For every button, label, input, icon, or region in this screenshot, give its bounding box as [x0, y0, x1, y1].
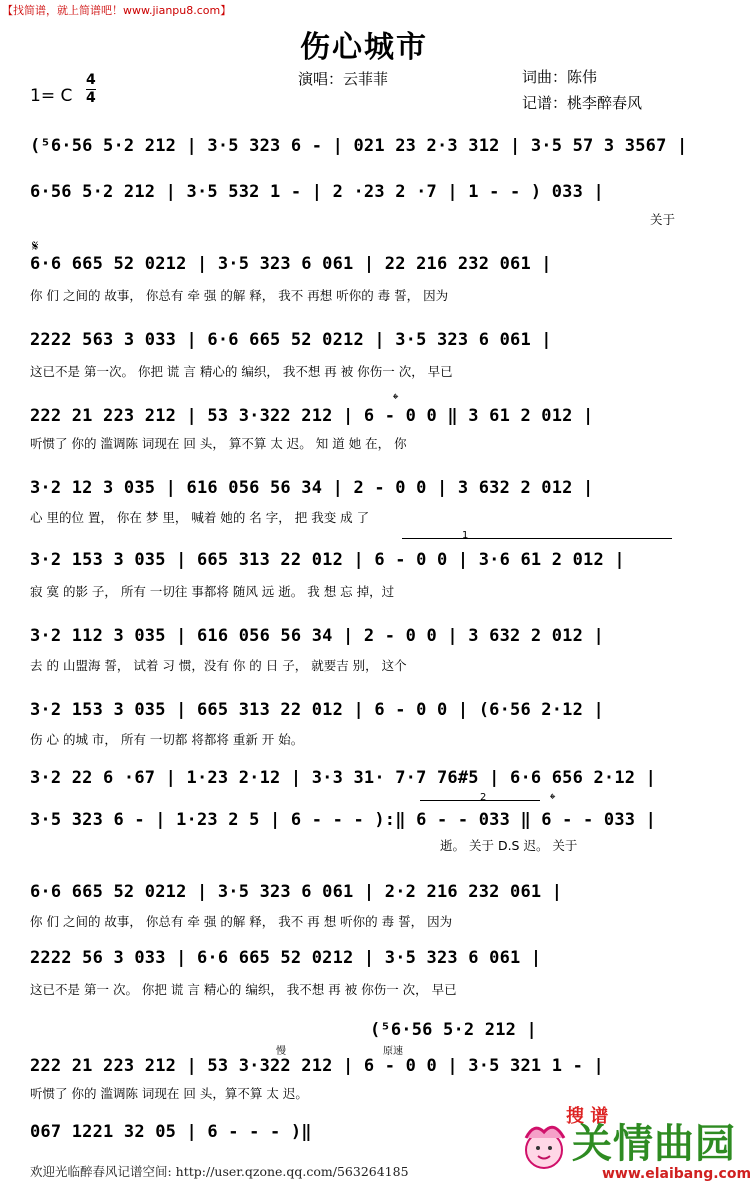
score-row-3: 6·6 665 52 0212 | 3·5 323 6 061 | 22 216 232 061 |: [30, 254, 552, 274]
lyric-row-11: 逝。 关于 D.S 迟。 关于: [440, 838, 578, 853]
logo-top-text: 搜 谱: [566, 1106, 609, 1127]
score-row-2: 6·56 5·2 212 | 3·5 532 1 - | 2 ·23 2 ·7 | 1 - - ) 033 |: [30, 182, 604, 202]
time-signature-bottom: 4: [86, 90, 96, 106]
key-signature: 1= C: [30, 86, 73, 106]
score-aux-row: (⁵6·56 5·2 212 |: [370, 1020, 537, 1040]
score-row-14: 222 21 223 212 | 53 3·322 212 | 6 - 0 0 | 3·5 321 1 - |: [30, 1056, 604, 1076]
lyric-row-4: 这已不是 第一次。 你把 谎 言 精心的 编织， 我不想 再 被 你伤一 次， 早已: [30, 364, 453, 379]
coda-icon: 𝄌: [393, 390, 399, 408]
score-row-11: 3·5 323 6 - | 1·23 2 5 | 6 - - - ):‖ 6 - - 033 ‖ 6 - - 033 |: [30, 810, 657, 830]
score-row-9: 3·2 153 3 035 | 665 313 22 012 | 6 - 0 0 | (6·56 2·12 |: [30, 700, 604, 720]
lyric-row-12: 你 们 之间的 故事， 你总有 牵 强 的解 释， 我不 再 想 听你的 毒 誓， 因为: [30, 914, 453, 929]
transcriber-credit: 记谱：桃李醉春风: [522, 94, 643, 112]
score-row-7: 3·2 153 3 035 | 665 313 22 012 | 6 - 0 0 | 3·6 61 2 012 |: [30, 550, 625, 570]
time-signature-top: 4: [86, 72, 96, 88]
singer-credit: 演唱：云菲菲: [298, 70, 389, 88]
footer-credit[interactable]: 欢迎光临醉春风记谱空间: http://user.qzone.qq.com/563264185: [30, 1164, 409, 1179]
ending-1-bracket: [402, 538, 672, 539]
tempo-slow: 慢: [276, 1046, 286, 1057]
score-row-13: 2222 56 3 033 | 6·6 665 52 0212 | 3·5 323 6 061 |: [30, 948, 542, 968]
lyric-row-5: 听惯了 你的 滥调陈 词现在 回 头， 算不算 太 迟。 知 道 她 在， 你: [30, 436, 407, 451]
tempo-original: 原速: [383, 1046, 403, 1057]
logo-name: 关情曲园: [572, 1120, 736, 1167]
score-row-4: 2222 563 3 033 | 6·6 665 52 0212 | 3·5 323 6 061 |: [30, 330, 552, 350]
score-row-15: 067 1221 32 05 | 6 - - - )‖: [30, 1122, 312, 1142]
ending-2-label: 2: [480, 792, 487, 803]
score-row-5: 222 21 223 212 | 53 3·322 212 | 6 - 0 0 ‖ 3 61 2 012 |: [30, 406, 594, 426]
score-row-12: 6·6 665 52 0212 | 3·5 323 6 061 | 2·2 216 232 061 |: [30, 882, 563, 902]
lyric-row-14: 听惯了 你的 滥调陈 词现在 回 头，算不算 太 迟。: [30, 1086, 308, 1101]
lyric-row-7: 寂 寞 的影 子， 所有 一切往 事都将 随风 远 逝。 我 想 忘 掉，过: [30, 584, 395, 599]
song-title: 伤心城市: [300, 30, 428, 65]
lyric-row-13: 这已不是 第一 次。 你把 谎 言 精心的 编织， 我不想 再 被 你伤一 次， 早已: [30, 982, 457, 997]
lyric-row-2: 关于: [650, 212, 676, 227]
time-signature: [86, 72, 96, 107]
lyric-row-9: 伤 心 的城 市， 所有 一切都 将都将 重新 开 始。: [30, 732, 304, 747]
site-banner[interactable]: 【找简谱，就上简谱吧！www.jianpu8.com】: [2, 4, 232, 17]
site-logo[interactable]: [510, 1106, 751, 1184]
coda-icon-2: 𝄌: [550, 790, 556, 808]
segno-icon: 𝄋: [32, 237, 39, 255]
lyric-row-6: 心 里的位 置， 你在 梦 里， 喊着 她的 名 字， 把 我变 成 了: [30, 510, 370, 525]
score-row-10: 3·2 22 6 ·67 | 1·23 2·12 | 3·3 31· 7·7 76#5 | 6·6 656 2·12 |: [30, 768, 657, 788]
lyric-row-3: 你 们 之间的 故事， 你总有 牵 强 的解 释， 我不 再想 听你的 毒 誓， 因为: [30, 288, 449, 303]
lyric-row-8: 去 的 山盟海 誓， 试着 习 惯，没有 你 的 日 子， 就要吉 别， 这个: [30, 658, 407, 673]
composer-credit: 词曲：陈伟: [522, 68, 598, 86]
score-row-1: (⁵6·56 5·2 212 | 3·5 323 6 - | 021 23 2·3 312 | 3·5 57 3 3567 |: [30, 136, 688, 156]
score-row-6: 3·2 12 3 035 | 616 056 56 34 | 2 - 0 0 | 3 632 2 012 |: [30, 478, 594, 498]
logo-url[interactable]: www.elaibang.com: [602, 1166, 751, 1182]
ending-1-label: 1: [462, 530, 469, 541]
score-row-8: 3·2 112 3 035 | 616 056 56 34 | 2 - 0 0 | 3 632 2 012 |: [30, 626, 604, 646]
